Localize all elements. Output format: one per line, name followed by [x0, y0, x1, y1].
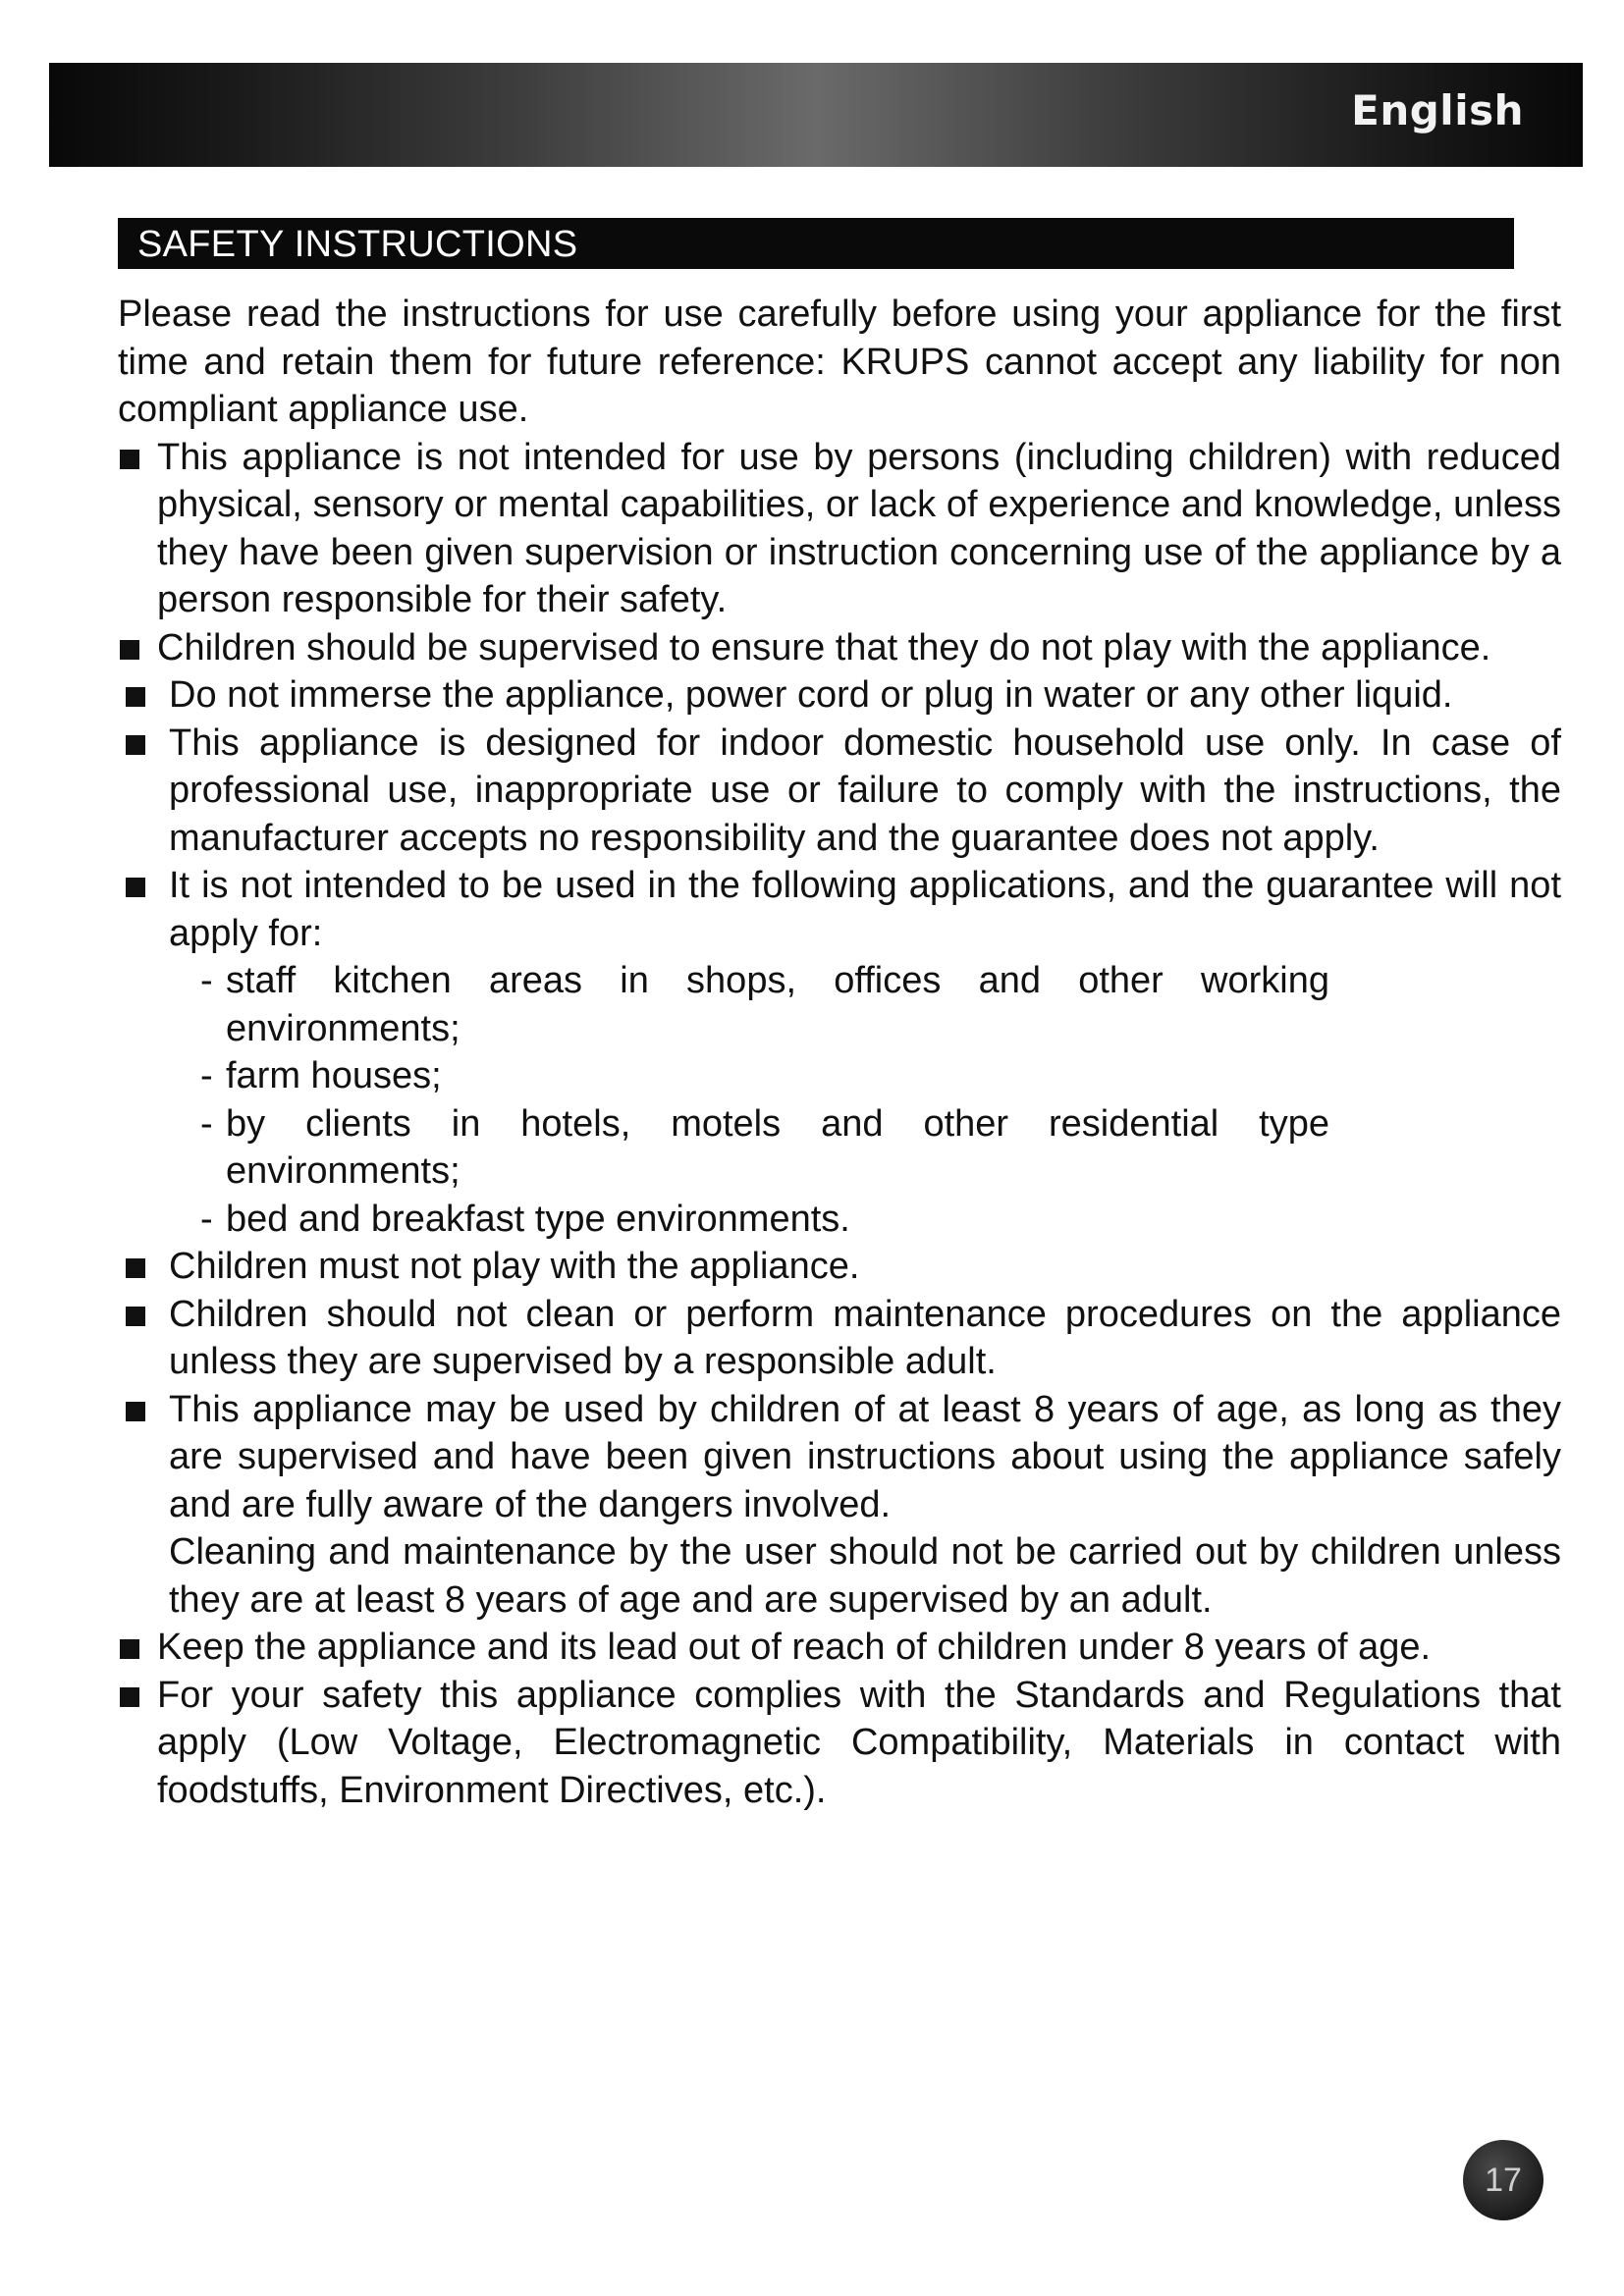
sub-list-item [200, 1100, 1329, 1196]
safety-item [118, 1243, 1561, 1291]
square-bullet-icon [126, 1402, 145, 1421]
sub-list-item [200, 1052, 1329, 1100]
safety-item-text: This appliance is designed for indoor domestic household use only. In case of professional use, inappropriate use or failure to comply with the instructions, the manufacturer accepts no responsibility and the guarantee does not apply. [169, 721, 1561, 859]
safety-item-text: Children must not play with the appliance. [169, 1246, 860, 1287]
square-bullet-icon [120, 1687, 139, 1707]
safety-item [118, 1624, 1561, 1672]
safety-item-text: Keep the appliance and its lead out of reach of children under 8 years of age. [157, 1627, 1432, 1668]
safety-item-text: Children should be supervised to ensure that they do not play with the appliance. [157, 626, 1491, 668]
safety-item-text: This appliance may be used by children of at least 8 years of age, as long as they are supervised and have been given instructions about using the appliance safely and are fully aware of the dangers involved. [169, 1388, 1561, 1525]
sub-list-item-text: staff kitchen areas in shops, offices and other working environments; [226, 960, 1329, 1049]
intro-paragraph: Please read the instructions for use carefully before using your appliance for the first time and retain them for future reference: KRUPS cannot accept any liability for non compliant appliance use. [118, 294, 1561, 430]
safety-item-text: It is not intended to be used in the following applications, and the guarantee will not apply for: [169, 865, 1561, 954]
sub-list-item [200, 957, 1329, 1052]
safety-item [118, 1672, 1561, 1815]
safety-item-text: Do not immerse the appliance, power cord or plug in water or any other liquid. [169, 674, 1453, 716]
square-bullet-icon [126, 1307, 145, 1326]
safety-item-extra-text: Cleaning and maintenance by the user should not be carried out by children unless they are at least 8 years of age and are supervised by an adult. [169, 1531, 1561, 1621]
square-bullet-icon [120, 1639, 139, 1659]
square-bullet-icon [126, 878, 145, 897]
square-bullet-icon [120, 450, 139, 469]
excluded-applications-list [169, 957, 1329, 1243]
square-bullet-icon [126, 687, 145, 707]
sub-list-item-text: bed and breakfast type environments. [226, 1198, 850, 1240]
safety-item [118, 624, 1561, 672]
safety-item-text: Children should not clean or perform maintenance procedures on the appliance unless they are supervised by a responsible adult. [169, 1293, 1561, 1382]
section-title: SAFETY INSTRUCTIONS [137, 224, 578, 265]
page-number: 17 [1485, 2161, 1522, 2199]
safety-item [118, 720, 1561, 863]
sub-list-item-text: by clients in hotels, motels and other residential type environments; [226, 1102, 1329, 1192]
dash-marker: - [200, 960, 213, 1001]
safety-item [118, 1291, 1561, 1386]
square-bullet-icon [126, 735, 145, 755]
language-banner [49, 63, 1583, 167]
safety-content [118, 291, 1561, 1814]
section-header [118, 218, 1514, 269]
safety-item-text: This appliance is not intended for use by persons (including children) with reduced physical, sensory or mental capabilities, or lack of experience and knowledge, unless they have been given supervision or instruction concerning use of the appliance by a person responsible for their safety. [157, 436, 1561, 620]
safety-item [118, 434, 1561, 624]
sub-list-item-text: farm houses; [226, 1055, 442, 1096]
dash-marker: - [200, 1055, 213, 1096]
dash-marker: - [200, 1102, 213, 1145]
safety-item [118, 671, 1561, 720]
page-number-badge [1463, 2140, 1543, 2220]
safety-item [118, 1386, 1561, 1625]
safety-item [118, 862, 1561, 1243]
square-bullet-icon [126, 1258, 145, 1278]
square-bullet-icon [120, 640, 139, 660]
dash-marker: - [200, 1198, 213, 1240]
language-label: English [1351, 86, 1524, 134]
sub-list-item [200, 1196, 1329, 1244]
safety-item-text: For your safety this appliance complies with the Standards and Regulations that apply (Low Voltage, Electromagnetic Compatibility, Materials in contact with foodstuffs, Environment Directives, etc.). [157, 1674, 1561, 1811]
